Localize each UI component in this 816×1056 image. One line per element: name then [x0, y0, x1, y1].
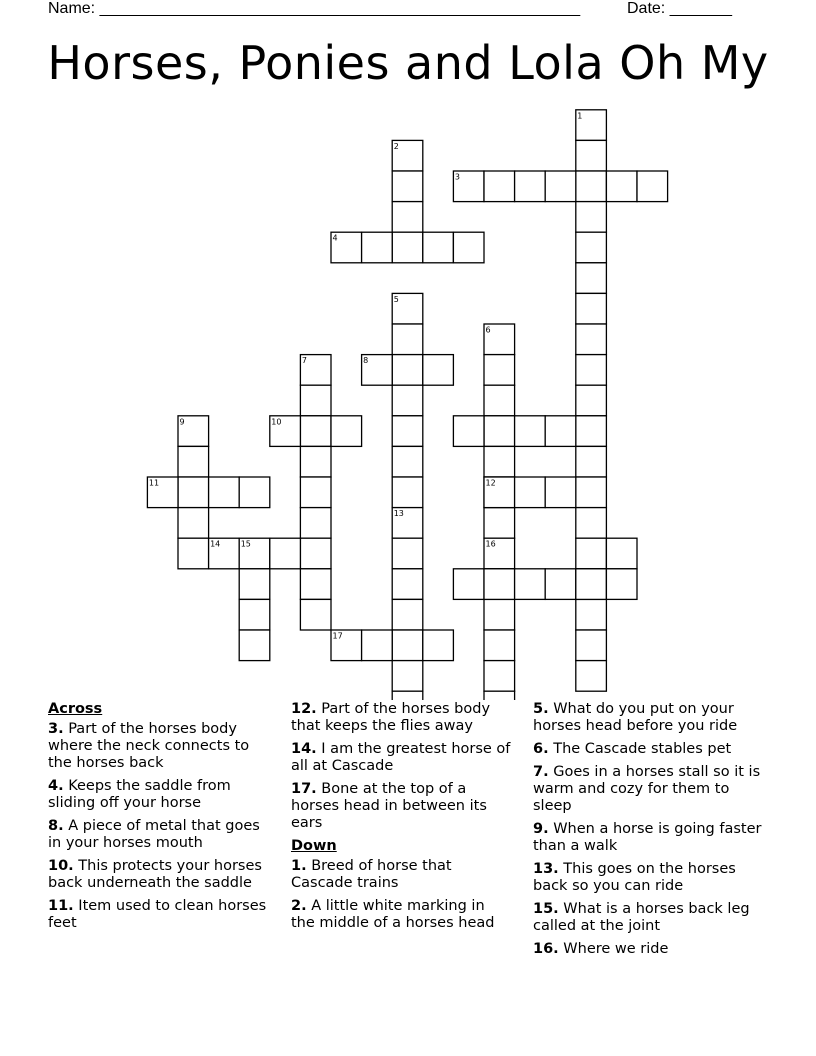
grid-cell[interactable]	[178, 477, 209, 508]
grid-cell[interactable]	[576, 263, 607, 294]
grid-cell[interactable]	[239, 477, 270, 508]
clue-item	[533, 901, 763, 935]
grid-cell[interactable]	[392, 385, 423, 416]
grid-cell[interactable]	[606, 569, 637, 600]
grid-cell[interactable]	[392, 446, 423, 477]
grid-cell[interactable]	[484, 385, 515, 416]
clue-item	[533, 821, 763, 855]
clue-number-label: 7	[301, 356, 307, 366]
grid-cell[interactable]	[576, 446, 607, 477]
grid-cell[interactable]	[576, 171, 607, 202]
clue-item	[533, 701, 763, 735]
grid-cell[interactable]	[453, 232, 484, 263]
clue-number: 13.	[533, 861, 559, 877]
clue-text: This protects your horses back underneath the saddle	[48, 858, 262, 891]
date-field-line: Date: _______	[627, 0, 732, 17]
clue-item	[533, 861, 763, 895]
clue-number: 12.	[291, 701, 317, 717]
grid-cell[interactable]	[423, 232, 454, 263]
clue-number-label: 11	[148, 478, 160, 488]
grid-cell[interactable]	[515, 171, 546, 202]
grid-cell[interactable]	[606, 171, 637, 202]
clue-number: 16.	[533, 941, 559, 957]
grid-cell[interactable]	[576, 140, 607, 171]
grid-cell[interactable]	[300, 538, 331, 569]
clue-text: A little white marking in the middle of a horses head	[291, 898, 495, 931]
grid-cell[interactable]	[484, 416, 515, 447]
clue-item	[48, 858, 276, 892]
clue-number: 3.	[48, 721, 64, 737]
grid-cell[interactable]	[392, 569, 423, 600]
clue-number: 1.	[291, 858, 307, 874]
clue-number: 14.	[291, 741, 317, 757]
clues-column-3	[533, 701, 763, 964]
grid-cell[interactable]	[178, 446, 209, 477]
grid-cell[interactable]	[300, 446, 331, 477]
grid-cell[interactable]	[392, 599, 423, 630]
grid-cell[interactable]	[331, 416, 362, 447]
grid-cell[interactable]	[637, 171, 668, 202]
grid-cell[interactable]	[545, 569, 576, 600]
grid-cell[interactable]	[576, 508, 607, 539]
grid-cell[interactable]	[392, 171, 423, 202]
grid-cell[interactable]	[392, 538, 423, 569]
grid-cell[interactable]	[300, 599, 331, 630]
clue-number: 11.	[48, 898, 74, 914]
grid-cell[interactable]	[576, 599, 607, 630]
clue-item	[291, 781, 513, 832]
grid-cell[interactable]	[239, 569, 270, 600]
grid-cell[interactable]	[515, 477, 546, 508]
clue-number-label: 5	[393, 294, 399, 304]
clue-text: When a horse is going faster than a walk	[533, 821, 762, 854]
clue-text: What do you put on your horses head before you ride	[533, 701, 738, 734]
clue-number-label: 1	[577, 111, 583, 121]
clue-number: 4.	[48, 778, 64, 794]
puzzle-title: Horses, Ponies and Lola Oh My	[47, 36, 769, 90]
grid-cell[interactable]	[300, 416, 331, 447]
clue-number-label: 12	[485, 478, 496, 488]
clue-item	[291, 858, 513, 892]
clue-number: 15.	[533, 901, 559, 917]
grid-cell[interactable]	[392, 202, 423, 233]
grid-cell[interactable]	[576, 324, 607, 355]
grid-cell[interactable]	[484, 599, 515, 630]
clue-item	[533, 764, 763, 815]
grid-cell[interactable]	[392, 691, 423, 700]
grid-cell[interactable]	[484, 446, 515, 477]
clue-number-label: 8	[363, 356, 369, 366]
grid-cell[interactable]	[484, 171, 515, 202]
clue-number-label: 2	[393, 141, 399, 151]
grid-cell[interactable]	[178, 538, 209, 569]
grid-cell[interactable]	[270, 538, 301, 569]
grid-cell[interactable]	[392, 661, 423, 692]
clue-item	[533, 741, 763, 758]
clue-number-label: 17	[332, 631, 343, 641]
grid-cell[interactable]	[392, 416, 423, 447]
clue-text: Where we ride	[558, 941, 669, 957]
clue-text: Goes in a horses stall so it is warm and cozy for them to sleep	[533, 764, 761, 814]
grid-cell[interactable]	[392, 355, 423, 386]
clue-text: Breed of horse that Cascade trains	[291, 858, 452, 891]
clue-number: 7.	[533, 764, 549, 780]
grid-cell[interactable]	[484, 630, 515, 661]
clue-number: 17.	[291, 781, 317, 797]
grid-cell[interactable]	[545, 171, 576, 202]
grid-cell[interactable]	[178, 508, 209, 539]
clue-number-label: 4	[332, 233, 338, 243]
clue-number-label: 16	[485, 539, 496, 549]
grid-cell[interactable]	[606, 538, 637, 569]
clue-text: Item used to clean horses feet	[48, 898, 267, 931]
grid-cell[interactable]	[484, 355, 515, 386]
clue-number-label: 3	[454, 172, 460, 182]
grid-cell[interactable]	[209, 477, 240, 508]
clue-item	[48, 898, 276, 932]
clue-number-label: 9	[179, 417, 185, 427]
grid-cell[interactable]	[392, 630, 423, 661]
grid-cell[interactable]	[576, 416, 607, 447]
clue-number: 10.	[48, 858, 74, 874]
clue-text: This goes on the horses back so you can ride	[533, 861, 736, 894]
grid-cell[interactable]	[515, 569, 546, 600]
clue-item	[533, 941, 763, 958]
grid-cell[interactable]	[392, 232, 423, 263]
grid-cell[interactable]	[576, 661, 607, 692]
clue-item	[291, 898, 513, 932]
grid-cell[interactable]	[392, 477, 423, 508]
grid-cell[interactable]	[239, 630, 270, 661]
clue-item	[48, 721, 276, 772]
grid-cell[interactable]	[300, 508, 331, 539]
grid-cell[interactable]	[300, 569, 331, 600]
grid-cell[interactable]	[239, 599, 270, 630]
grid-cell[interactable]	[300, 385, 331, 416]
clue-number-label: 14	[210, 539, 221, 549]
clues-column-2	[291, 701, 513, 938]
across-heading: Across	[48, 701, 103, 717]
grid-cell[interactable]	[545, 477, 576, 508]
clue-item	[291, 741, 513, 775]
clue-text: Bone at the top of a horses head in between its ears	[291, 781, 487, 831]
clues-column-1	[48, 701, 276, 938]
grid-cell[interactable]	[362, 630, 393, 661]
grid-cell[interactable]	[484, 569, 515, 600]
grid-cell[interactable]	[576, 355, 607, 386]
clue-text: A piece of metal that goes in your horses mouth	[48, 818, 260, 851]
clue-number: 2.	[291, 898, 307, 914]
clue-number: 5.	[533, 701, 549, 717]
clue-number-label: 10	[271, 417, 282, 427]
grid-cell[interactable]	[362, 232, 393, 263]
grid-cell[interactable]	[576, 202, 607, 233]
grid-cell[interactable]	[484, 691, 515, 700]
grid-cell[interactable]	[576, 569, 607, 600]
grid-cell[interactable]	[453, 416, 484, 447]
clue-text: Part of the horses body that keeps the flies away	[291, 701, 491, 734]
clue-text: Keeps the saddle from sliding off your horse	[48, 778, 231, 811]
clue-text: Part of the horses body where the neck connects to the horses back	[48, 721, 250, 771]
name-field-line: Name: ______________________________________________________	[48, 0, 581, 17]
grid-cell[interactable]	[453, 569, 484, 600]
clue-item	[48, 818, 276, 852]
clue-number: 9.	[533, 821, 549, 837]
grid-cell[interactable]	[545, 416, 576, 447]
grid-cell[interactable]	[576, 477, 607, 508]
clue-number-label: 13	[393, 509, 404, 519]
grid-cell[interactable]	[392, 324, 423, 355]
grid-cell[interactable]	[484, 508, 515, 539]
clue-number: 8.	[48, 818, 64, 834]
clue-number: 6.	[533, 741, 549, 757]
grid-cell[interactable]	[423, 355, 454, 386]
down-heading: Down	[291, 838, 337, 854]
clue-text: I am the greatest horse of all at Cascade	[291, 741, 511, 774]
clue-number-label: 6	[485, 325, 491, 335]
grid-cell[interactable]	[576, 385, 607, 416]
grid-cell[interactable]	[576, 232, 607, 263]
clue-item	[291, 701, 513, 735]
clue-item	[48, 778, 276, 812]
grid-cell[interactable]	[423, 630, 454, 661]
grid-cell[interactable]	[484, 661, 515, 692]
grid-cell[interactable]	[515, 416, 546, 447]
grid-cell[interactable]	[576, 630, 607, 661]
clue-text: The Cascade stables pet	[548, 741, 732, 757]
grid-cell[interactable]	[300, 477, 331, 508]
clue-number-label: 15	[240, 539, 251, 549]
grid-cell[interactable]	[576, 538, 607, 569]
grid-cell[interactable]	[576, 293, 607, 324]
clue-text: What is a horses back leg called at the joint	[533, 901, 750, 934]
